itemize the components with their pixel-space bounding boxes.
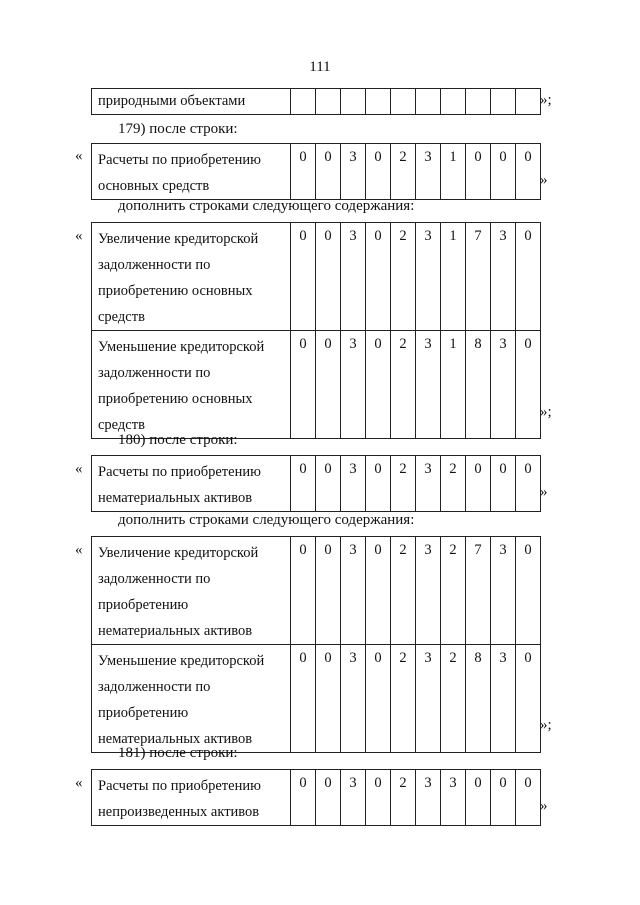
- code-digit: 0: [316, 144, 341, 200]
- row-label: Расчеты по приобретению нематериальных активов: [92, 456, 291, 512]
- code-digit: 0: [366, 456, 391, 512]
- code-digit: 0: [491, 144, 516, 200]
- code-digit: 0: [516, 645, 541, 753]
- table-added-180: [91, 536, 541, 753]
- code-digit: 2: [391, 770, 416, 826]
- code-digit: 3: [416, 645, 441, 753]
- code-digit: 0: [316, 223, 341, 331]
- code-digit: 0: [366, 223, 391, 331]
- closing-quote: »;: [540, 92, 552, 108]
- table-base-180: [91, 455, 541, 512]
- row-label: природными объектами: [92, 89, 291, 115]
- table-row: [92, 331, 541, 439]
- code-digit: [291, 89, 316, 115]
- code-digit: 0: [316, 537, 341, 645]
- code-digit: 1: [441, 223, 466, 331]
- code-digit: [466, 89, 491, 115]
- code-digit: 3: [416, 331, 441, 439]
- table-base-179: [91, 143, 541, 200]
- code-digit: 3: [416, 144, 441, 200]
- code-digit: 0: [516, 223, 541, 331]
- code-digit: 0: [466, 144, 491, 200]
- table-row: [92, 144, 541, 200]
- table-row: [92, 645, 541, 753]
- closing-quote: »;: [540, 717, 552, 733]
- code-digit: 2: [391, 537, 416, 645]
- code-digit: [391, 89, 416, 115]
- code-digit: [491, 89, 516, 115]
- code-digit: 0: [366, 537, 391, 645]
- code-digit: 0: [516, 456, 541, 512]
- code-digit: [441, 89, 466, 115]
- table-row: [92, 223, 541, 331]
- code-digit: 0: [366, 770, 391, 826]
- opening-quote: «: [75, 228, 83, 244]
- row-label: Уменьшение кредиторской задолженности по приобретению основных средств: [92, 331, 291, 439]
- code-digit: 3: [341, 456, 366, 512]
- code-digit: [316, 89, 341, 115]
- code-digit: 8: [466, 331, 491, 439]
- section-heading-180: 180) после строки:: [118, 432, 238, 448]
- row-label: Уменьшение кредиторской задолженности по приобретению нематериальных активов: [92, 645, 291, 753]
- code-digit: 0: [291, 456, 316, 512]
- code-digit: [341, 89, 366, 115]
- code-digit: 0: [516, 537, 541, 645]
- code-digit: 0: [491, 770, 516, 826]
- code-digit: 0: [466, 456, 491, 512]
- closing-quote: »: [540, 798, 548, 814]
- code-digit: 0: [316, 331, 341, 439]
- code-digit: 3: [491, 331, 516, 439]
- instruction-179: дополнить строками следующего содержания:: [118, 198, 415, 214]
- code-digit: 0: [366, 645, 391, 753]
- code-digit: 7: [466, 223, 491, 331]
- code-digit: 2: [441, 456, 466, 512]
- table-row: [92, 89, 541, 115]
- code-digit: 3: [416, 456, 441, 512]
- code-digit: 0: [291, 645, 316, 753]
- code-digit: 0: [291, 537, 316, 645]
- code-digit: 1: [441, 331, 466, 439]
- code-digit: 3: [341, 770, 366, 826]
- page-number: 111: [309, 59, 331, 75]
- opening-quote: «: [75, 542, 83, 558]
- code-digit: 3: [341, 645, 366, 753]
- opening-quote: «: [75, 775, 83, 791]
- code-digit: 0: [291, 331, 316, 439]
- code-digit: 8: [466, 645, 491, 753]
- code-digit: 2: [391, 456, 416, 512]
- code-digit: 2: [391, 331, 416, 439]
- code-digit: 0: [316, 645, 341, 753]
- code-digit: 3: [341, 537, 366, 645]
- code-digit: 2: [441, 537, 466, 645]
- code-digit: [416, 89, 441, 115]
- code-digit: 1: [441, 144, 466, 200]
- closing-quote: »: [540, 484, 548, 500]
- code-digit: 3: [341, 331, 366, 439]
- table-added-179: [91, 222, 541, 439]
- code-digit: 3: [491, 645, 516, 753]
- code-digit: 3: [491, 223, 516, 331]
- code-digit: 0: [516, 144, 541, 200]
- table-row: [92, 456, 541, 512]
- code-digit: 0: [316, 456, 341, 512]
- code-digit: 0: [516, 770, 541, 826]
- opening-quote: «: [75, 461, 83, 477]
- code-digit: 0: [366, 144, 391, 200]
- code-digit: 0: [291, 770, 316, 826]
- closing-quote: »: [540, 172, 548, 188]
- code-digit: 3: [441, 770, 466, 826]
- code-digit: 2: [441, 645, 466, 753]
- code-digit: 3: [341, 144, 366, 200]
- code-digit: [516, 89, 541, 115]
- code-digit: 0: [316, 770, 341, 826]
- table-continuation: [91, 88, 541, 115]
- section-heading-181: 181) после строки:: [118, 745, 238, 761]
- table-row: [92, 770, 541, 826]
- section-heading-179: 179) после строки:: [118, 121, 238, 137]
- code-digit: 3: [416, 770, 441, 826]
- code-digit: 2: [391, 645, 416, 753]
- opening-quote: «: [75, 148, 83, 164]
- code-digit: 3: [416, 223, 441, 331]
- code-digit: 2: [391, 223, 416, 331]
- code-digit: 0: [491, 456, 516, 512]
- row-label: Расчеты по приобретению основных средств: [92, 144, 291, 200]
- instruction-180: дополнить строками следующего содержания:: [118, 512, 415, 528]
- code-digit: [366, 89, 391, 115]
- code-digit: 2: [391, 144, 416, 200]
- code-digit: 0: [466, 770, 491, 826]
- code-digit: 3: [416, 537, 441, 645]
- code-digit: 0: [516, 331, 541, 439]
- code-digit: 0: [291, 223, 316, 331]
- closing-quote: »;: [540, 404, 552, 420]
- row-label: Увеличение кредиторской задолженности по приобретению основных средств: [92, 223, 291, 331]
- row-label: Увеличение кредиторской задолженности по приобретению нематериальных активов: [92, 537, 291, 645]
- code-digit: 7: [466, 537, 491, 645]
- table-base-181: [91, 769, 541, 826]
- code-digit: 3: [491, 537, 516, 645]
- code-digit: 0: [291, 144, 316, 200]
- table-row: [92, 537, 541, 645]
- code-digit: 0: [366, 331, 391, 439]
- row-label: Расчеты по приобретению непроизведенных активов: [92, 770, 291, 826]
- code-digit: 3: [341, 223, 366, 331]
